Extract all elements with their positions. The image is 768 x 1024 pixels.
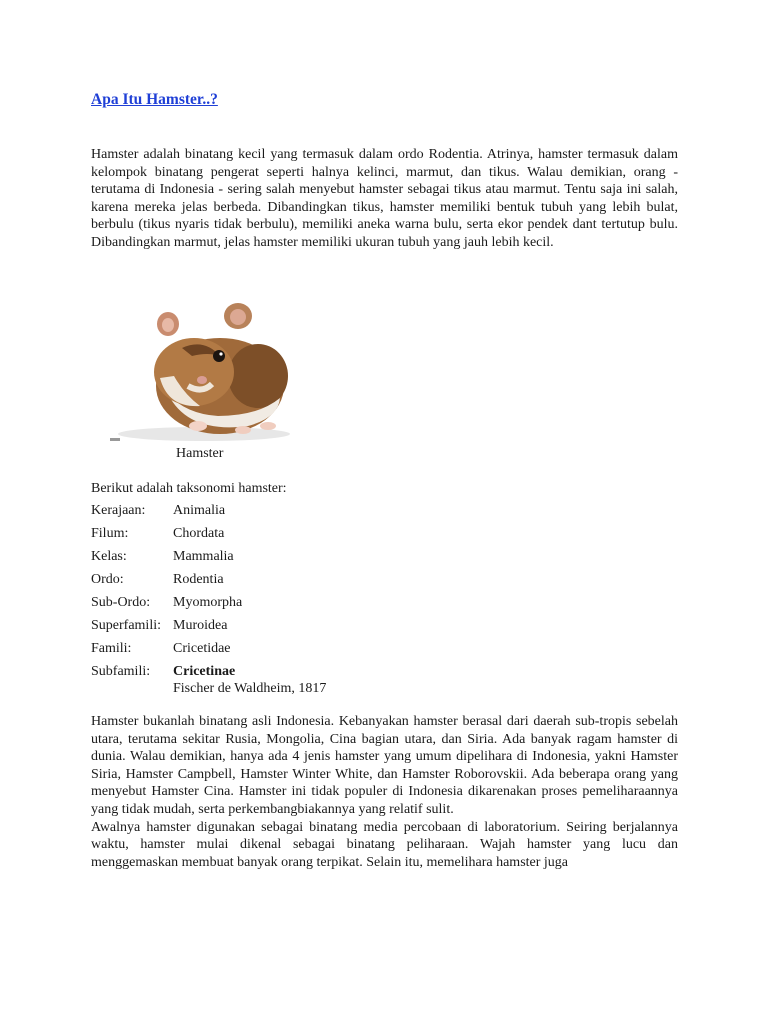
taxonomy-value: Animalia bbox=[173, 503, 226, 518]
taxonomy-value: Muroidea bbox=[173, 618, 228, 633]
taxonomy-row-family bbox=[91, 640, 326, 663]
taxonomy-row-order bbox=[91, 571, 326, 594]
taxonomy-rank: Subfamili: bbox=[91, 664, 151, 679]
taxonomy-value: Cricetidae bbox=[173, 641, 231, 656]
page-title[interactable]: Apa Itu Hamster..? bbox=[91, 91, 218, 108]
taxonomy-rank: Superfamili: bbox=[91, 618, 161, 633]
taxonomy-row-subfamily bbox=[91, 663, 326, 703]
taxonomy-rank: Kelas: bbox=[91, 549, 127, 564]
taxonomy-row-class bbox=[91, 548, 326, 571]
taxonomy-rank: Ordo: bbox=[91, 572, 124, 587]
taxonomy-intro: Berikut adalah taksonomi hamster: bbox=[91, 481, 287, 496]
taxonomy-authority: Fischer de Waldheim, 1817 bbox=[173, 681, 327, 696]
taxonomy-rank: Sub-Ordo: bbox=[91, 595, 151, 610]
taxonomy-row-kingdom bbox=[91, 502, 326, 525]
taxonomy-value-group bbox=[173, 663, 326, 703]
body-section bbox=[91, 713, 678, 871]
body-paragraph-2: Awalnya hamster digunakan sebagai binatang media percobaan di laboratorium. Seiring berjalannya waktu, hamster mulai dikenal sebagai binatang peliharaan. Wajah hamster yang lucu dan menggemaskan membuat banyak orang terpikat. Selain itu, memelihara hamster juga bbox=[91, 819, 678, 870]
taxonomy-row-suborder bbox=[91, 594, 326, 617]
taxonomy-value: Mammalia bbox=[173, 549, 234, 564]
image-caption: Hamster bbox=[176, 446, 224, 461]
hamster-photo bbox=[108, 298, 296, 444]
taxonomy-row-phylum bbox=[91, 525, 326, 548]
body-paragraph: Hamster bukanlah binatang asli Indonesia. Kebanyakan hamster berasal dari daerah sub-tropis sebelah utara, terutama sekitar Rusia, Mongolia, Cina bagian utara, dan Siria. Ada banyak ragam hamster di dunia. Walau demikian, hanya ada 4 jenis hamster yang umum dipelihara di Indonesia, yakni Hamster Siria, Hamster Campbell, Hamster Winter White, dan Hamster Roborovskii. Ada beberapa orang yang menyebut Hamster Cina. Hamster ini tidak populer di Indonesia dikarenakan proses pemeliharaannya yang tidak mudah, serta perkembangbiakannya yang relatif sulit. bbox=[91, 714, 678, 817]
taxonomy-rank: Kerajaan: bbox=[91, 503, 146, 518]
taxonomy-value: Cricetinae bbox=[173, 664, 236, 679]
taxonomy-list bbox=[91, 502, 326, 703]
taxonomy-rank: Filum: bbox=[91, 526, 129, 541]
taxonomy-row-superfamily bbox=[91, 617, 326, 640]
taxonomy-value: Myomorpha bbox=[173, 595, 243, 610]
intro-paragraph: Hamster adalah binatang kecil yang termasuk dalam ordo Rodentia. Atrinya, hamster termasuk dalam kelompok binatang pengerat seperti halnya kelinci, marmut, dan tikus. Walau demikian, orang - terutama di Indonesia - sering salah menyebut hamster sebagai tikus atau marmut. Tentu saja ini salah, karena mereka jelas berbeda. Dibandingkan tikus, hamster memiliki bentuk tubuh yang lebih bulat, berbulu (tikus nyaris tidak berbulu), memiliki aneka warna bulu, serta ekor pendek dant tertutup bulu. Dibandingkan marmut, jelas hamster memiliki ukuran tubuh yang jauh lebih kecil. bbox=[91, 147, 678, 250]
taxonomy-value: Chordata bbox=[173, 526, 225, 541]
taxonomy-rank: Famili: bbox=[91, 641, 132, 656]
taxonomy-value: Rodentia bbox=[173, 572, 224, 587]
